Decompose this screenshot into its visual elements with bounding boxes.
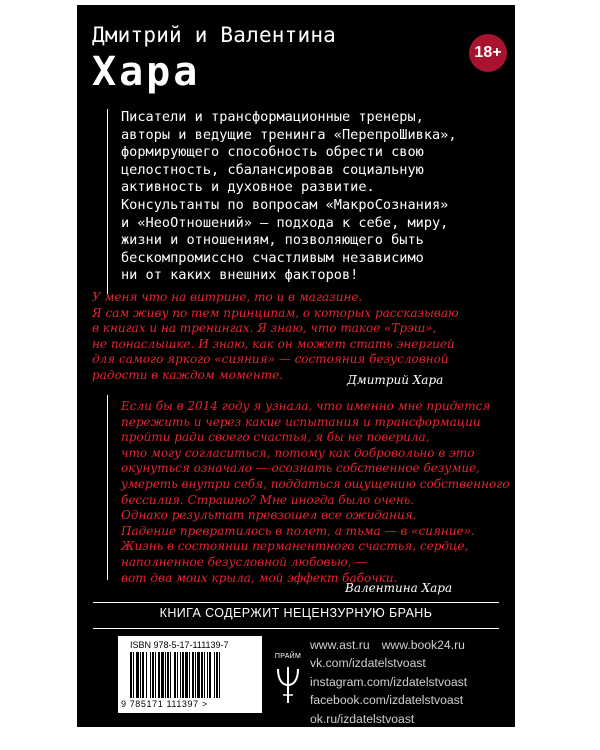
bio-line: Консультанты по вопросам «МакроСознания» [121,196,449,213]
bio-line: бескомпромиссно счастливым независимо [121,249,424,266]
age-rating-badge: 18+ [469,34,507,72]
quote-dmitry-signature: Дмитрий Хара [347,373,444,387]
quote-line: пройти ради своего счастья, я бы не поверила, [121,430,430,445]
trident-icon [274,663,302,705]
bio-line: активность и духовное развитие. [121,179,375,196]
link-ast[interactable]: www.ast.ru [310,638,370,652]
quote-valentina [121,399,510,586]
quote-line: в книгах и на тренингах. Я знаю, что такое «Трэш», [92,321,437,336]
divider-line [93,602,499,603]
ean-digits: 9 785171 111397 > [121,699,208,709]
link-vk[interactable]: vk.com/izdatelstvoast [310,656,426,671]
quote-line: пережить и через какие испытания и трансформации [121,414,481,429]
content-warning: КНИГА СОДЕРЖИТ НЕЦЕНЗУРНУЮ БРАНЬ [159,606,433,620]
quote-line: для самого яркого «сияния» — состояния безусловной [92,352,449,367]
bio-line: ни от каких внешних факторов! [121,267,359,284]
bio-line: целостность, сбалансировав социальную [121,161,424,178]
author-last-name: Хара [92,49,201,95]
quote-line: умереть внутри себя, поддаться ощущению собственного [121,476,510,491]
link-instagram[interactable]: instagram.com/izdatelstvoast [310,674,468,689]
quote-line: радости в каждом моменте. [92,367,284,382]
quote-line: Я сам живу по тем принципам, о которых рассказываю [92,305,459,320]
link-ok[interactable]: ok.ru/izdatelstvoast [310,711,415,726]
author-bio [121,109,501,285]
publisher-links [310,636,467,728]
quote-line: Жизнь в состоянии перманентного счастья, сердце, [121,539,469,554]
bio-line: и «НеоОтношений» — подхода к себе, миру, [121,214,449,231]
quote-line: Падение превратилось в полет, а тьма — в «сияние». [121,523,475,538]
book-back-cover [77,5,515,727]
quote-line: бессилия. Страшно? Мне иногда было очень. [121,492,415,507]
quote-line: вот два моих крыла, мой эффект бабочки. [121,570,398,585]
publisher-logo [274,653,302,705]
quote-divider [107,395,108,580]
bio-line: жизни и отношениям, позволяющего быть [121,232,424,249]
author-first-names: Дмитрий и Валентина [92,23,337,47]
quote-line: окунуться означало — осознать собственное безумие, [121,461,480,476]
bio-line: формирующего способность обрести свою [121,144,424,161]
bio-line: авторы и ведущие тренинга «ПерепроШивка», [121,126,457,143]
publisher-logo-text: ПРАЙМ [274,653,302,660]
quote-line: Однако результат превзошел все ожидания. [121,508,417,523]
link-book24[interactable]: www.book24.ru [381,638,465,652]
bio-line: Писатели и трансформационные тренеры, [121,109,424,125]
quote-line: наполненное безусловной любовью, — [121,554,368,569]
quote-line: что могу согласиться, потому как добровольно в это [121,445,475,460]
link-facebook[interactable]: facebook.com/izdatelstvoast [310,693,464,708]
quote-line: У меня что на витрине, то и в магазине. [92,290,363,304]
barcode-panel [118,636,262,713]
bio-divider [107,109,108,294]
isbn-text: ISBN 978-5-17-111139-7 [130,640,229,650]
quote-valentina-signature: Валентина Хара [345,581,453,595]
quote-dmitry [92,290,492,384]
divider-line [93,628,499,629]
quote-line: не понаслышке. И знаю, как он может стать энергией [92,336,455,351]
barcode-image [130,652,254,698]
quote-line: Если бы в 2014 году я узнала, что именно мне придется [121,399,491,413]
